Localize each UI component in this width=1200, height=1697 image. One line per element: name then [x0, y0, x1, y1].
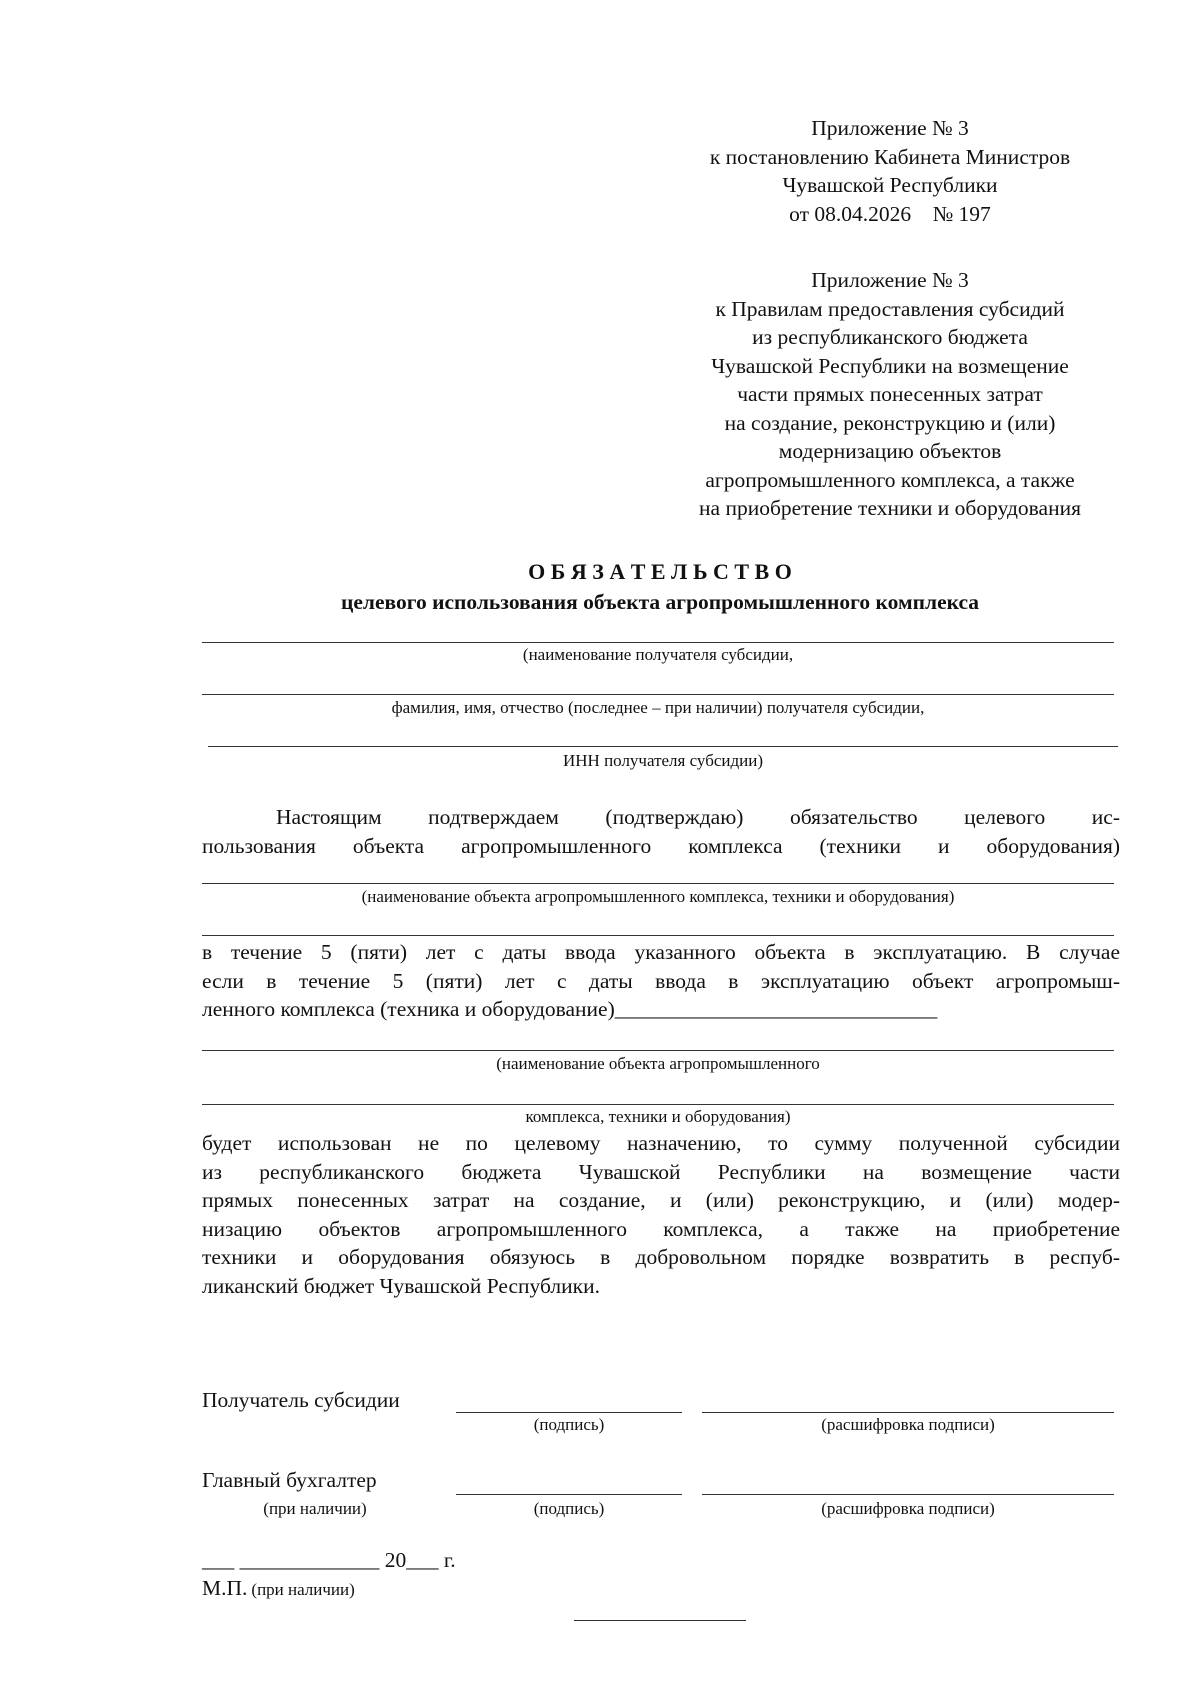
header-line: Чувашской Республики [782, 173, 998, 197]
footer-separator [574, 1620, 746, 1621]
recipient-decode-caption: (расшифровка подписи) [821, 1415, 995, 1434]
accountant-signature-line [456, 1494, 682, 1495]
stamp-label: М.П. [202, 1576, 248, 1600]
header-line: из республиканского бюджета [752, 325, 1028, 349]
object-name-line-2 [202, 935, 1114, 936]
header-line: от 08.04.2026 № 197 [789, 201, 991, 226]
object-caption-2a: (наименование объекта агропромышленного [496, 1054, 820, 1073]
commitment-paragraph [202, 803, 1120, 860]
paragraph-line: ликанский бюджет Чувашской Республики. [202, 1273, 600, 1298]
paragraph-line: ленного комплекса (техника и оборудование)______________________________ [202, 997, 938, 1022]
appendix-header-rules [640, 266, 1140, 523]
recipient-inn-caption: ИНН получателя субсидии) [562, 751, 763, 770]
appendix-header-decree [640, 114, 1140, 228]
header-line: Приложение № 3 [811, 116, 969, 140]
refund-paragraph [202, 1129, 1120, 1301]
header-line: на приобретение техники и оборудования [699, 496, 1081, 520]
recipient-fio-caption: фамилия, имя, отчество (последнее – при наличии) получателя субсидии, [391, 698, 925, 717]
paragraph-line: из республиканского бюджета Чувашской Республики на возмещение части [202, 1159, 1120, 1184]
accountant-signature-caption: (подпись) [533, 1499, 605, 1518]
header-line: модернизацию объектов [778, 439, 1002, 463]
paragraph-line: в течение 5 (пяти) лет с даты ввода указанного объекта в эксплуатацию. В случае [202, 940, 1120, 964]
paragraph-line: будет использован не по целевому назначению, то сумму полученной субсидии [202, 1131, 1120, 1155]
term-paragraph [202, 938, 1120, 1024]
recipient-fio-line [202, 694, 1114, 695]
paragraph-line: техники и оборудования обязуюсь в добровольном порядке возвратить в респуб- [202, 1245, 1120, 1270]
object-name-line-3 [202, 1050, 1114, 1051]
accountant-decode-line [702, 1494, 1114, 1495]
accountant-note: (при наличии) [263, 1499, 367, 1518]
paragraph-line: пользования объекта агропромышленного комплекса (техники и оборудования) [202, 833, 1120, 858]
header-line: части прямых понесенных затрат [737, 382, 1043, 406]
header-line: Приложение № 3 [811, 268, 969, 292]
recipient-signature-line [456, 1412, 682, 1413]
object-name-line-4 [202, 1104, 1114, 1105]
object-name-line [202, 883, 1114, 884]
paragraph-line: если в течение 5 (пяти) лет с даты ввода в эксплуатацию объект агропромыш- [202, 968, 1120, 993]
recipient-name-line [202, 642, 1114, 643]
header-line: агропромышленного комплекса, а также [705, 467, 1075, 492]
paragraph-line: низацию объектов агропромышленного комплекса, а также на приобретение [202, 1216, 1120, 1241]
object-caption: (наименование объекта агропромышленного комплекса, техники и оборудования) [361, 887, 955, 906]
stamp-note: (при наличии) [251, 1580, 355, 1599]
header-line: на создание, реконструкцию и (или) [724, 410, 1056, 435]
recipient-caption: (наименование получателя субсидии, [522, 645, 794, 664]
header-line: к постановлению Кабинета Министров [709, 144, 1071, 169]
accountant-decode-caption: (расшифровка подписи) [821, 1499, 995, 1518]
header-line: Чувашской Республики на возмещение [711, 353, 1069, 378]
date-line: ___ _____________ 20___ г. [202, 1548, 456, 1572]
paragraph-line: прямых понесенных затрат на создание, и (или) реконструкцию, и (или) модер- [202, 1188, 1120, 1213]
stamp-line [202, 1576, 355, 1601]
header-line: к Правилам предоставления субсидий [715, 296, 1065, 321]
document-title: О Б Я З А Т Е Л Ь С Т В О [528, 559, 792, 584]
object-caption-2b: комплекса, техники и оборудования) [525, 1107, 791, 1126]
accountant-signature-label: Главный бухгалтер [202, 1468, 377, 1492]
recipient-inn-line [208, 746, 1118, 747]
recipient-signature-label: Получатель субсидии [202, 1388, 400, 1412]
paragraph-line: Настоящим подтверждаем (подтверждаю) обязательство целевого ис- [276, 805, 1120, 829]
recipient-signature-caption: (подпись) [533, 1415, 605, 1434]
document-subtitle: целевого использования объекта агропромышленного комплекса [340, 590, 980, 614]
recipient-decode-line [702, 1412, 1114, 1413]
